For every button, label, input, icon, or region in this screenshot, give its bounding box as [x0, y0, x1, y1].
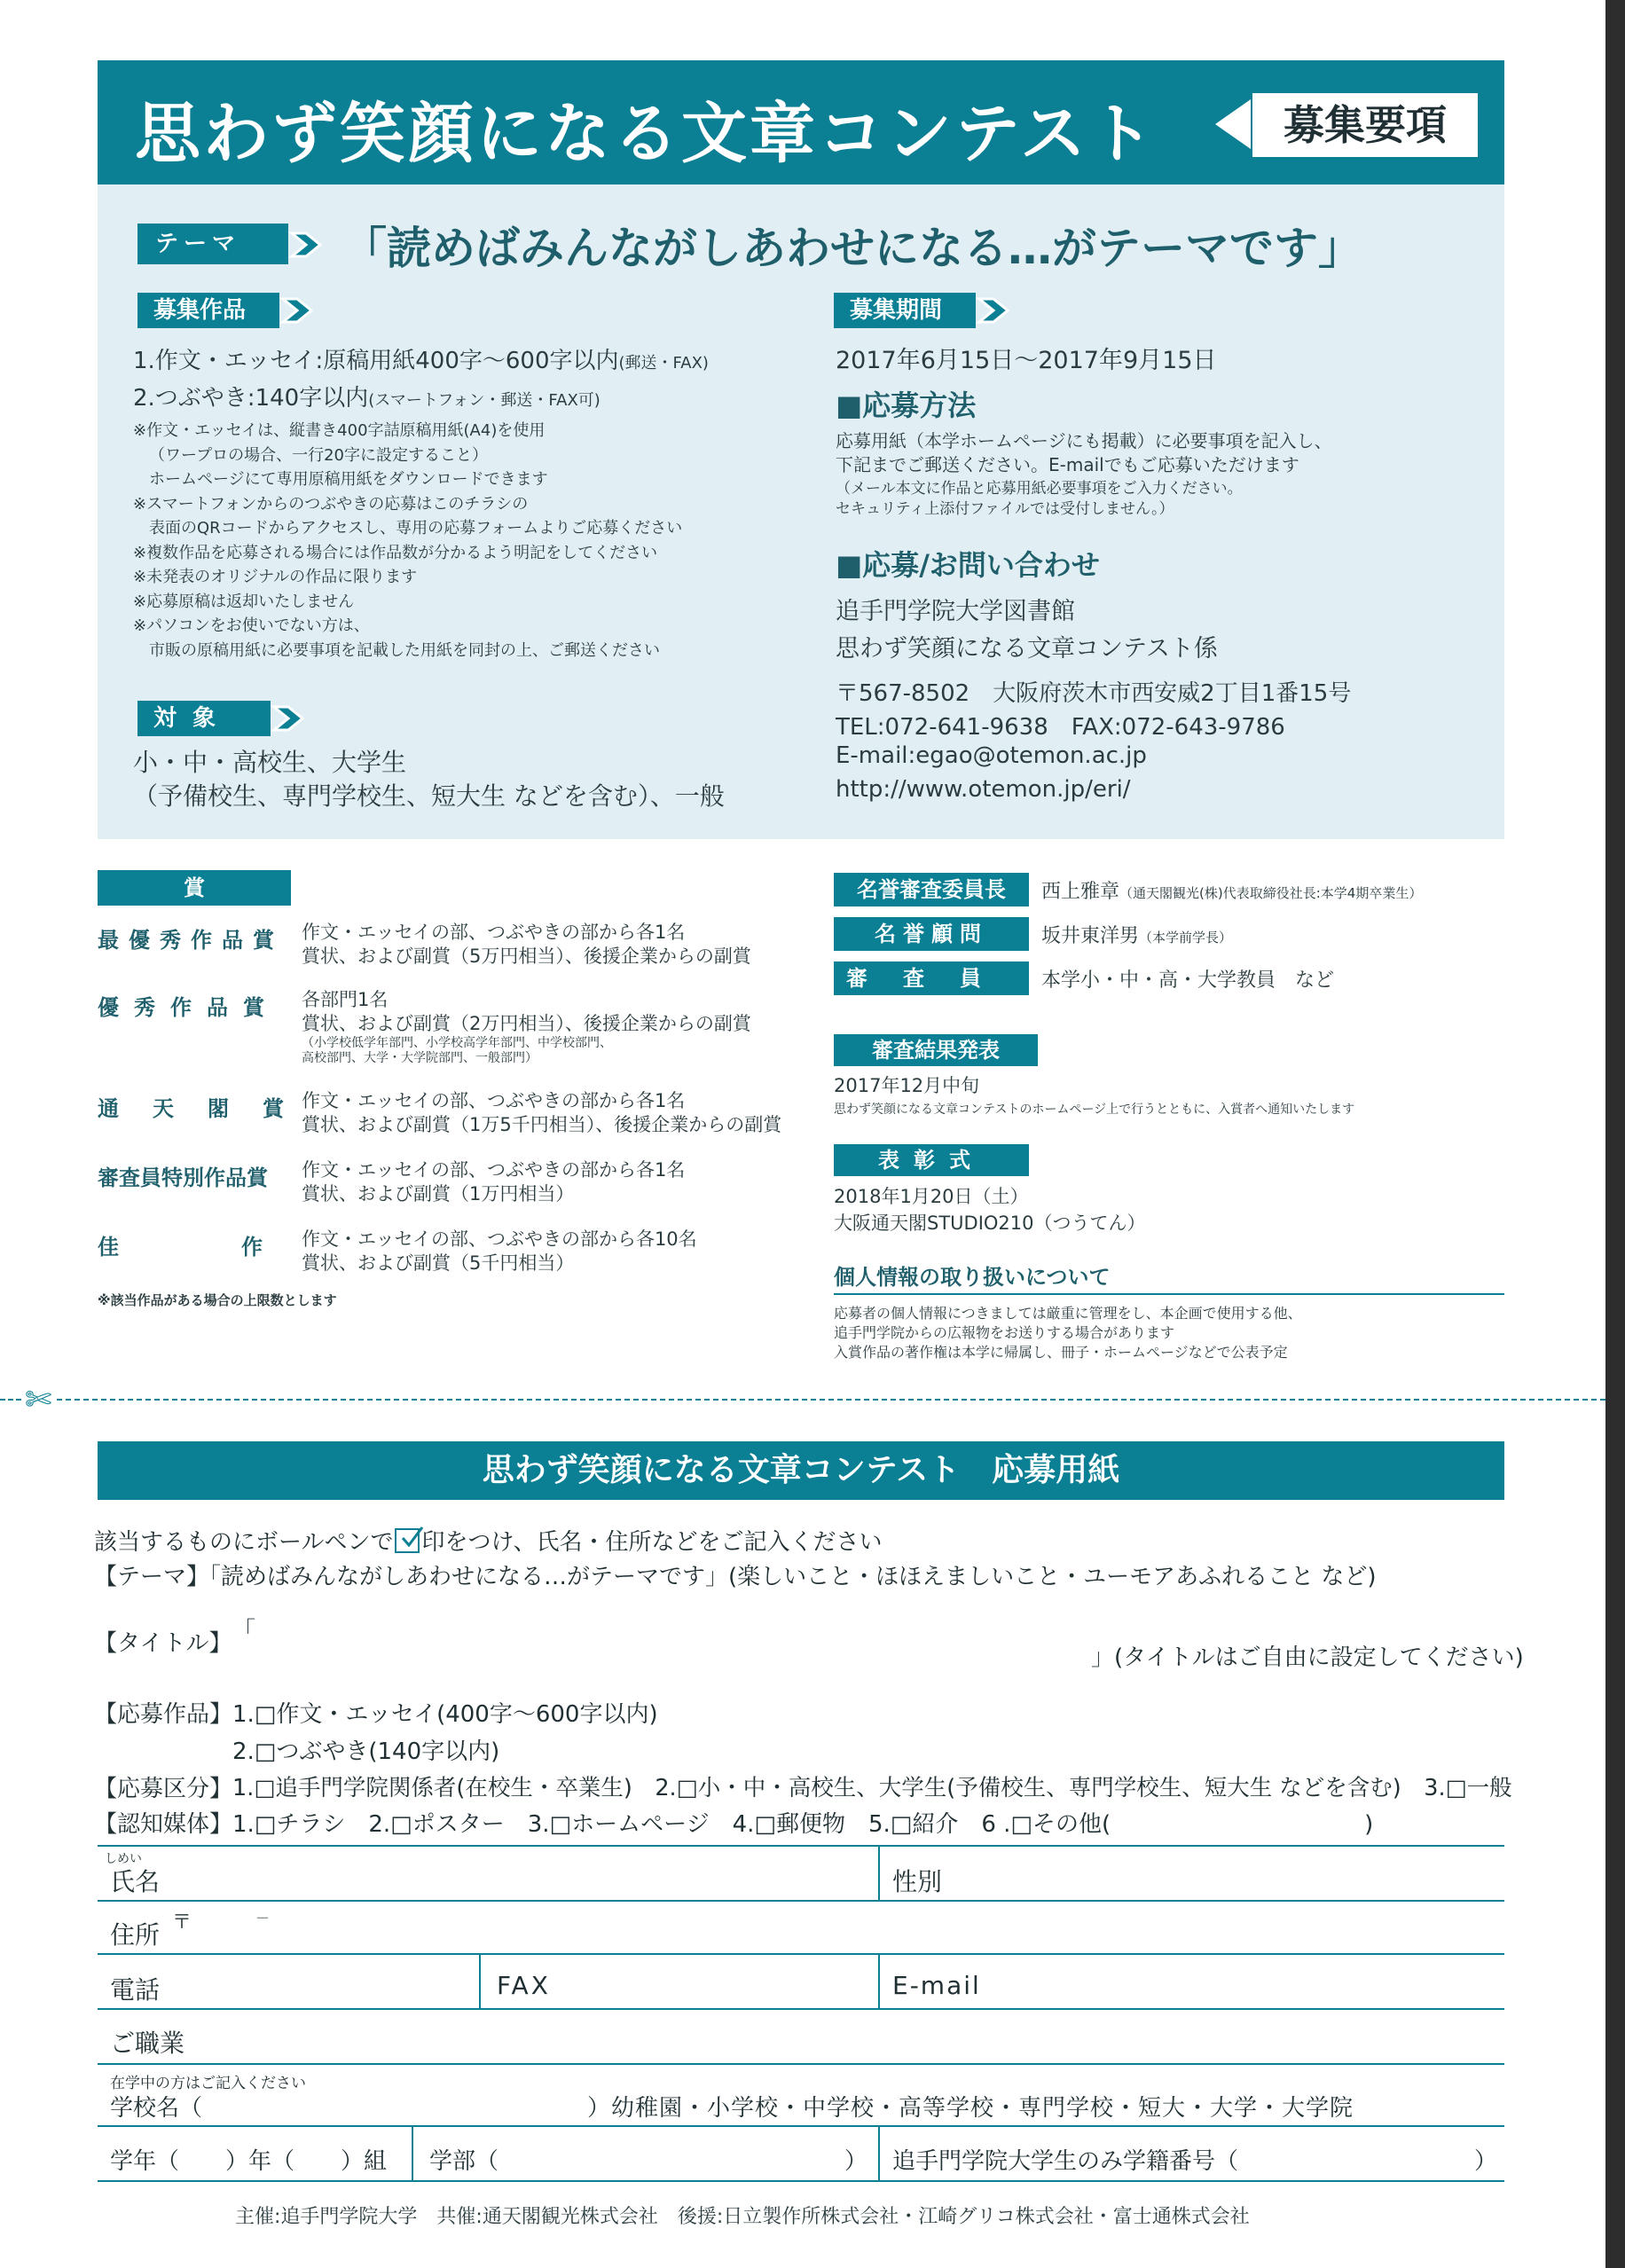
- school-types[interactable]: ）幼稚園・小学校・中学校・高等学校・専門学校・短大・大学・大学院: [587, 2095, 1354, 2122]
- address-field[interactable]: 住所: [110, 1920, 161, 1950]
- contact-org: 思わず笑顔になる文章コンテスト係: [836, 635, 1218, 663]
- form-title-input[interactable]: 「: [232, 1618, 256, 1644]
- method-heading: ■応募方法: [836, 388, 977, 422]
- contact-heading: ■応募/お問い合わせ: [836, 548, 1100, 582]
- note-line: 市販の原稿用紙に必要事項を記載した用紙を同封の上、ご郵送ください: [149, 640, 660, 660]
- award-name: [98, 1229, 385, 1260]
- judge-note: （通天閣観光(株)代表取締役社長:本学4期卒業生）: [1119, 885, 1423, 901]
- contact-phone: TEL:072-641-9638 FAX:072-643-9786: [836, 714, 1285, 741]
- method-note-line: セキュリティ上添付ファイルでは受付しません。）: [836, 500, 1174, 518]
- fax-field[interactable]: FAX: [497, 1971, 551, 2000]
- ceremony-venue: 大阪通天閣STUDIO210（つうてん）: [834, 1212, 1146, 1234]
- note-line: ※未発表のオリジナルの作品に限ります: [133, 568, 418, 586]
- target-line: 小・中・高校生、大学生: [133, 748, 407, 777]
- privacy-line: 追手門学院からの広報物をお送りする場合があります: [834, 1324, 1175, 1341]
- school-field[interactable]: 学校名（: [110, 2095, 203, 2122]
- form-media-label: 【認知媒体】: [94, 1811, 233, 1838]
- student-note: 在学中の方はご記入ください: [110, 2075, 306, 2092]
- period-value: 2017年6月15日～2017年9月15日: [836, 347, 1217, 374]
- instruction-text: 印をつけ、氏名・住所などをご記入ください: [421, 1529, 883, 1556]
- sponsors-line: 主催:追手門学院大学 共催:通天閣観光株式会社 後援:日立製作所株式会社・江崎グリコ株式会社・富士通株式会社: [235, 2206, 1250, 2228]
- table-divider: [479, 1953, 481, 2008]
- table-divider: [878, 2125, 880, 2180]
- results-date: 2017年12月中旬: [834, 1075, 980, 1096]
- results-note: 思わず笑顔になる文章コンテストのホームページ上で行うとともに、入賞者へ通知いたします: [834, 1103, 1355, 1117]
- table-rule: [98, 1953, 1504, 1955]
- award-small-line: 高校部門、大学・大学院部門、一般部門）: [302, 1051, 538, 1065]
- form-media-options[interactable]: 1.□チラシ 2.□ポスター 3.□ホームページ 4.□郵便物 5.□紹介 6 .□その他( ): [232, 1811, 1374, 1838]
- judge-value: [1041, 921, 1232, 948]
- privacy-title: 個人情報の取り扱いについて: [834, 1265, 1111, 1290]
- form-entry-option[interactable]: 1.□作文・エッセイ(400字～600字以内): [232, 1701, 658, 1728]
- table-rule: [98, 2008, 1504, 2010]
- method-line: 下記までご郵送ください。E-mailでもご応募いただけます: [836, 454, 1299, 475]
- method-note-line: （メール本文に作品と応募用紙必要事項をご入力ください。: [836, 480, 1243, 498]
- badge-arrow: [1215, 99, 1251, 149]
- theme-label: テーマ: [137, 224, 288, 264]
- award-line: 作文・エッセイの部、つぶやきの部から各1名: [302, 922, 686, 943]
- chevron-right-icon: [976, 297, 1013, 324]
- note-line: ※作文・エッセイは、縦書き400字詰原稿用紙(A4)を使用: [133, 421, 546, 440]
- awards-footnote: ※該当作品がある場合の上限数とします: [98, 1292, 337, 1308]
- award-name-text: 佳作: [98, 1235, 385, 1260]
- award-name-text: 優秀作品賞: [98, 995, 279, 1020]
- contact-url-link[interactable]: http://www.otemon.jp/eri/: [836, 776, 1131, 803]
- award-line: 賞状、および副賞（5万円相当）、後援企業からの副賞: [302, 946, 751, 967]
- results-label: 審査結果発表: [834, 1034, 1038, 1066]
- target-label: 対象: [137, 701, 271, 736]
- table-rule: [98, 2125, 1504, 2127]
- chevron-right-icon: [288, 232, 326, 258]
- judge-name: 西上雅章: [1041, 881, 1120, 903]
- award-desc: [302, 1089, 781, 1137]
- instruction-text: 該当するものにボールペンで: [94, 1529, 394, 1556]
- note-line: （ワープロの場合、一行20字に設定すること）: [149, 445, 489, 465]
- privacy-body: [834, 1304, 1302, 1362]
- theme-text: 「読めばみんながしあわせになる…がテーマです」: [342, 223, 1362, 274]
- occupation-field[interactable]: ご職業: [110, 2029, 185, 2058]
- chevron-right-icon: [271, 705, 308, 732]
- period-label: 募集期間: [834, 293, 976, 328]
- table-rule: [98, 2063, 1504, 2065]
- privacy-line: 入賞作品の著作権は本学に帰属し、冊子・ホームページなどで公表予定: [834, 1344, 1288, 1361]
- award-name: [98, 922, 284, 954]
- note-line: 表面のQRコードからアクセスし、専用の応募フォームよりご応募ください: [149, 519, 683, 538]
- award-name: [98, 990, 284, 1021]
- cut-line: [0, 1399, 21, 1401]
- award-desc: [302, 921, 751, 969]
- table-rule: [98, 2180, 1504, 2182]
- table-divider: [412, 2125, 413, 2180]
- form-title-hint: 」(タイトルはご自由に設定してください): [1091, 1644, 1524, 1671]
- contact-email-link[interactable]: E-mail:egao@otemon.ac.jp: [836, 742, 1147, 769]
- ceremony-date: 2018年1月20日（土）: [834, 1186, 1029, 1207]
- grade-field[interactable]: 学年（ ）年（ ）組: [110, 2148, 388, 2175]
- entry-item-tweet: 2.つぶやき:140字以内(スマートフォン・郵送・FAX可): [133, 385, 601, 412]
- method-note: [836, 479, 1243, 520]
- recruitment-badge: 募集要項: [1252, 93, 1478, 157]
- judge-name: 坂井東洋男: [1041, 925, 1140, 947]
- award-name: [98, 1160, 284, 1191]
- awards-label: 賞: [98, 870, 291, 906]
- form-title-label: 【タイトル】: [94, 1630, 232, 1657]
- student-id-close: ）: [1474, 2148, 1498, 2175]
- award-line: 各部門1名: [302, 989, 389, 1010]
- page-edge-bar: [1605, 0, 1625, 2268]
- postal-mark-icon: 〒: [172, 1911, 192, 1934]
- postal-dash: －: [255, 1910, 271, 1927]
- faculty-close: ）: [844, 2148, 868, 2175]
- award-line: 作文・エッセイの部、つぶやきの部から各1名: [302, 1090, 686, 1111]
- privacy-divider: [834, 1293, 1504, 1295]
- form-category-options[interactable]: 1.□追手門学院関係者(在校生・卒業生) 2.□小・中・高校生、大学生(予備校生、専門学校生、短大生 などを含む) 3.□一般: [232, 1775, 1512, 1801]
- award-line: 賞状、および副賞（1万5千円相当）、後援企業からの副賞: [302, 1114, 782, 1135]
- form-header: 思わず笑顔になる文章コンテスト 応募用紙: [98, 1441, 1504, 1500]
- chevron-right-icon: [279, 297, 317, 324]
- entries-label: 募集作品: [137, 293, 279, 328]
- award-desc: [302, 1228, 697, 1275]
- judge-note: （本学前学長）: [1139, 930, 1233, 946]
- faculty-field[interactable]: 学部（: [429, 2148, 499, 2175]
- award-line: 作文・エッセイの部、つぶやきの部から各10名: [302, 1228, 697, 1250]
- form-instruction: [94, 1524, 882, 1557]
- method-line: 応募用紙（本学ホームページにも掲載）に必要事項を記入し、: [836, 430, 1332, 451]
- name-field[interactable]: 氏名: [110, 1867, 161, 1896]
- name-furigana: しめい: [105, 1852, 142, 1866]
- page-title: 思わず笑顔になる文章コンテスト: [135, 96, 1158, 172]
- award-name-text: 通天閣賞: [98, 1096, 318, 1121]
- award-desc: [302, 988, 751, 1066]
- cut-line: [57, 1399, 1605, 1401]
- note-line: ※パソコンをお使いでない方は、: [133, 616, 370, 635]
- contact-org: 追手門学院大学図書館: [836, 598, 1075, 625]
- email-field[interactable]: E-mail: [892, 1971, 981, 2000]
- note-line: ※応募原稿は返却いたしません: [133, 592, 355, 611]
- form-entry-option[interactable]: 2.□つぶやき(140字以内): [232, 1738, 500, 1765]
- target-line: （予備校生、専門学校生、短大生 などを含む）、一般: [133, 781, 725, 811]
- form-theme: 【テーマ】「読めばみんながしあわせになる…がテーマです」(楽しいこと・ほほえましいこと・ユーモアあふれること など): [94, 1564, 1377, 1590]
- entry-item-essay: 1.作文・エッセイ:原稿用紙400字～600字以内(郵送・FAX): [133, 348, 709, 374]
- award-line: 作文・エッセイの部、つぶやきの部から各1名: [302, 1159, 686, 1181]
- judge-label: 名誉審査委員長: [834, 873, 1029, 906]
- privacy-line: 応募者の個人情報につきましては厳重に管理をし、本企画で使用する他、: [834, 1305, 1302, 1322]
- award-name-text: 最優秀作品賞: [98, 928, 284, 953]
- method-body: [836, 429, 1332, 477]
- note-line: ※スマートフォンからのつぶやきの応募はこのチラシの: [133, 494, 529, 514]
- judge-value: [1041, 876, 1422, 904]
- scissors-icon: ✄: [25, 1382, 52, 1418]
- form-category-label: 【応募区分】: [94, 1776, 233, 1802]
- award-small-line: （小学校低学年部門、小学校高学年部門、中学校部門、: [302, 1036, 612, 1050]
- table-rule: [98, 1900, 1504, 1902]
- ceremony-label: 表彰式: [834, 1144, 1029, 1176]
- table-rule: [98, 1845, 1504, 1847]
- checkmark-icon: [395, 1528, 420, 1553]
- phone-field[interactable]: 電話: [110, 1975, 161, 2005]
- award-line: 賞状、および副賞（1万円相当）: [302, 1183, 575, 1205]
- award-name: [98, 1091, 318, 1122]
- gender-field[interactable]: 性別: [892, 1867, 943, 1896]
- award-desc: [302, 1158, 685, 1206]
- entry-notes: [133, 419, 682, 663]
- award-line: 賞状、および副賞（2万円相当）、後援企業からの副賞: [302, 1013, 751, 1034]
- judge-label: 名誉顧問: [834, 917, 1029, 951]
- award-name-text: 審査員特別作品賞: [98, 1165, 268, 1190]
- table-divider: [878, 1953, 880, 2008]
- award-line: 賞状、および副賞（5千円相当）: [302, 1252, 575, 1274]
- contact-address: 〒567-8502 大阪府茨木市西安威2丁目1番15号: [836, 680, 1352, 707]
- student-id-field[interactable]: 追手門学院大学生のみ学籍番号（: [892, 2148, 1239, 2175]
- table-divider: [878, 1845, 880, 1900]
- judge-value: 本学小・中・高・大学教員 など: [1041, 969, 1335, 992]
- note-line: ホームページにて専用原稿用紙をダウンロードできます: [149, 470, 548, 489]
- judge-label: 審査員: [834, 961, 1029, 995]
- note-line: ※複数作品を応募される場合には作品数が分かるよう明記をしてください: [133, 543, 658, 562]
- form-entry-label: 【応募作品】: [94, 1701, 233, 1728]
